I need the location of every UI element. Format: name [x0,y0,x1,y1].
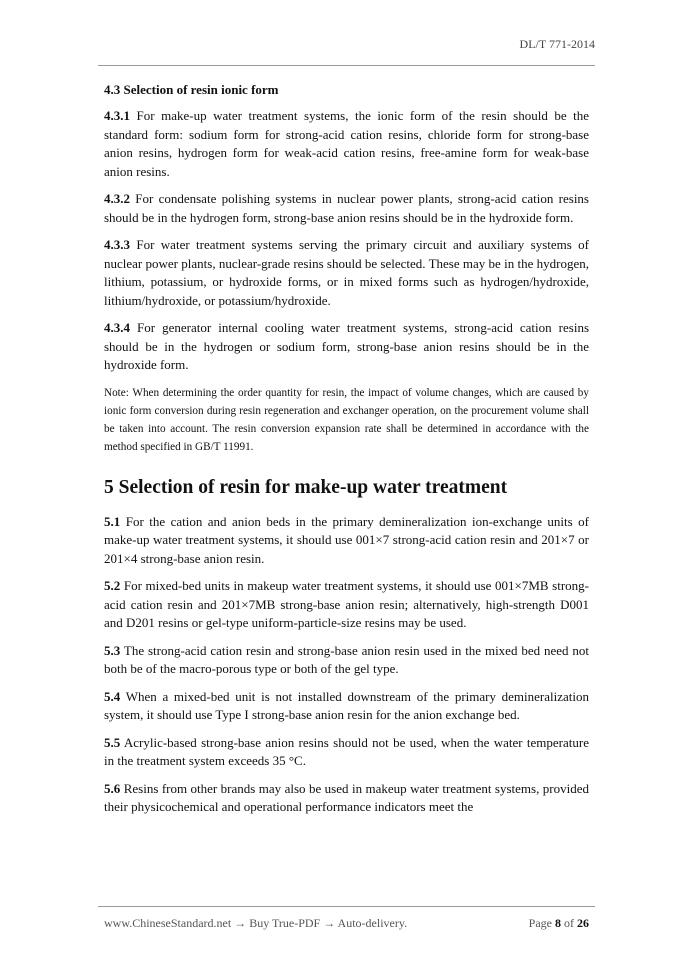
clause-5-1 [104,513,589,569]
clause-text: For the cation and anion beds in the primary demineralization ion-exchange units of make-up water treatment systems, it should use 001×7 strong-acid cation resin and 201×7 or 201×4 strong-base anion resin. [104,513,589,566]
clause-4-3-2 [104,190,589,227]
current-page: 8 [555,916,561,930]
clause-number: 5.1 [104,513,121,529]
page-label: Page [528,916,552,930]
clause-number: 4.3.4 [104,320,130,335]
clause-5-6 [104,780,589,817]
clause-number: 5.3 [104,642,121,658]
clause-text: For water treatment systems serving the primary circuit and auxiliary systems of nuclear power plants, nuclear-grade resins should be selected. These may be in the hydrogen, lithium, potassium, or hydroxide forms, or in mixed forms such as hydrogen/hydroxide, lithium/hydroxide, or potassium/hydroxide. [104,237,590,308]
clause-number: 5.6 [104,780,121,796]
section-heading-4-3: 4.3 Selection of resin ionic form [104,82,279,97]
clause-number: 4.3.2 [104,191,130,206]
header-divider [98,65,595,66]
clause-text: Acrylic-based strong-base anion resins should not be used, when the water temperature in the treatment system exceeds 35 °C. [104,734,589,768]
clause-4-3-4 [104,319,589,375]
clause-text: For condensate polishing systems in nuclear power plants, strong-acid cation resins should be in the hydrogen form, strong-base anion resins should be in the hydroxide form. [104,191,589,225]
section-heading-5: 5 Selection of resin for make-up water treatment [104,476,508,498]
clause-text: For mixed-bed units in makeup water treatment systems, it should use 001×7MB strong-acid cation resin and 201×7MB strong-base anion resin; alternatively, high-strength D001 and D201 resins or gel-type uniform-particle-size resins may be used. [104,578,589,630]
of-label: of [564,916,574,930]
clause-number: 4.3.3 [104,237,130,252]
clause-number: 5.5 [104,734,121,750]
clause-4-3-1 [104,107,589,181]
clause-5-5 [104,734,589,771]
clause-text: For generator internal cooling water treatment systems, strong-acid cation resins should be in the hydrogen or sodium form, strong-base anion resins should be in the hydroxide form. [104,320,590,372]
footer-link[interactable]: www.ChineseStandard.net → Buy True-PDF → Auto-delivery. [104,916,408,930]
clause-5-2 [104,577,589,633]
note-paragraph: Note: When determining the order quantity for resin, the impact of volume changes, which are caused by ionic form conversion during resin regeneration and exchanger operation, on the procurement volume shall be taken into account. The resin conversion expansion rate shall be determined in accordance with the method specified in GB/T 11991. [104,386,589,453]
clause-text: The strong-acid cation resin and strong-base anion resin used in the mixed bed need not both be of the macro-porous type or both of the gel type. [104,642,589,676]
clause-text: When a mixed-bed unit is not installed downstream of the primary demineralization system, it should use Type I strong-base anion resin for the anion exchange bed. [104,688,590,722]
document-code-header: DL/T 771-2014 [519,37,595,51]
clause-number: 5.2 [104,578,121,593]
page-number [529,916,589,931]
clause-number: 4.3.1 [104,108,130,123]
clause-text: For make-up water treatment systems, the ionic form of the resin should be the standard form: sodium form for strong-acid cation resins, chloride form for strong-base anion resins, hydrogen form for weak-acid cation resins, free-amine form for weak-base anion resins. [104,108,589,179]
page-content [104,81,589,826]
total-pages: 26 [577,916,589,930]
clause-5-4 [104,688,589,725]
clause-5-3 [104,642,589,679]
footer-divider [98,906,595,907]
clause-text: Resins from other brands may also be used in makeup water treatment systems, provided their physicochemical and operational performance indicators meet the [104,780,590,814]
clause-4-3-3 [104,236,589,310]
clause-number: 5.4 [104,688,121,704]
